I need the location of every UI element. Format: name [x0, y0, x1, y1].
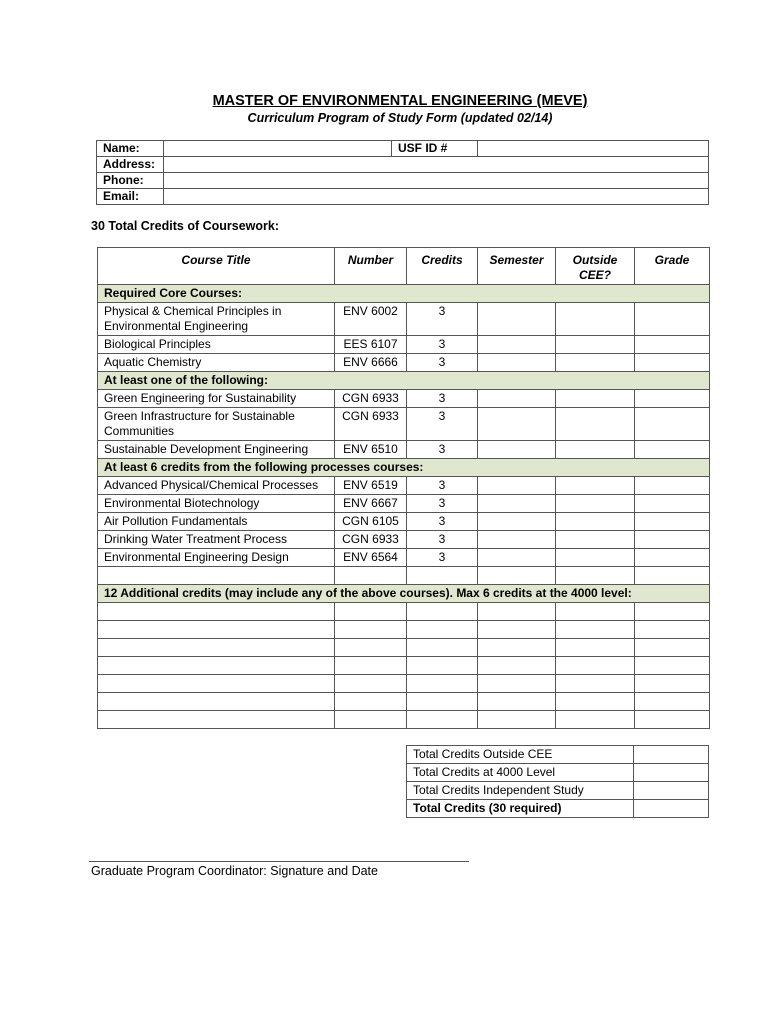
total-outside-cee-label: Total Credits Outside CEE — [407, 746, 634, 764]
outside-cee-field[interactable] — [556, 390, 635, 408]
section-header-row — [98, 585, 710, 603]
course-row — [98, 477, 710, 495]
course-credits: 3 — [407, 513, 478, 531]
outside-cee-field[interactable] — [556, 477, 635, 495]
blank-cell[interactable] — [98, 657, 335, 675]
semester-field[interactable] — [478, 354, 556, 372]
total-credits-label: Total Credits (30 required) — [407, 800, 634, 818]
grade-field[interactable] — [635, 441, 710, 459]
blank-cell[interactable] — [407, 675, 478, 693]
section-title: 12 Additional credits (may include any of the above courses). Max 6 credits at the 4000 level: — [98, 585, 710, 603]
semester-field[interactable] — [478, 336, 556, 354]
course-row — [98, 336, 710, 354]
outside-cee-field[interactable] — [556, 531, 635, 549]
name-field[interactable] — [164, 141, 392, 157]
blank-cell[interactable] — [635, 693, 710, 711]
blank-cell[interactable] — [478, 693, 556, 711]
phone-field[interactable] — [164, 173, 709, 189]
blank-cell[interactable] — [407, 603, 478, 621]
course-title: Drinking Water Treatment Process — [98, 531, 335, 549]
course-title: Sustainable Development Engineering — [98, 441, 335, 459]
total-independent-study-label: Total Credits Independent Study — [407, 782, 634, 800]
blank-cell[interactable] — [635, 639, 710, 657]
course-title: Air Pollution Fundamentals — [98, 513, 335, 531]
blank-cell[interactable] — [407, 693, 478, 711]
blank-cell[interactable] — [635, 675, 710, 693]
section-header-row — [98, 372, 710, 390]
semester-field[interactable] — [478, 441, 556, 459]
course-row — [98, 531, 710, 549]
column-header: Credits — [407, 248, 478, 285]
course-title: Green Engineering for Sustainability — [98, 390, 335, 408]
coursework-heading: 30 Total Credits of Coursework: — [91, 219, 279, 233]
grade-field[interactable] — [635, 513, 710, 531]
blank-cell[interactable] — [335, 657, 407, 675]
additional-course-row — [98, 657, 710, 675]
blank-cell[interactable] — [556, 621, 635, 639]
blank-cell[interactable] — [635, 621, 710, 639]
course-row — [98, 441, 710, 459]
semester-field[interactable] — [478, 408, 556, 441]
semester-field[interactable] — [478, 495, 556, 513]
blank-cell[interactable] — [335, 621, 407, 639]
blank-cell[interactable] — [335, 711, 407, 729]
blank-cell[interactable] — [98, 711, 335, 729]
outside-cee-field[interactable] — [556, 513, 635, 531]
blank-cell[interactable] — [407, 639, 478, 657]
course-title: Environmental Engineering Design — [98, 549, 335, 567]
semester-field[interactable] — [478, 477, 556, 495]
course-number: ENV 6002 — [335, 303, 407, 336]
grade-field[interactable] — [635, 495, 710, 513]
course-number: ENV 6510 — [335, 441, 407, 459]
additional-course-row — [98, 675, 710, 693]
additional-course-row — [98, 639, 710, 657]
totals-table — [406, 745, 709, 818]
student-info-table — [96, 140, 709, 205]
semester-field[interactable] — [478, 303, 556, 336]
blank-cell[interactable] — [335, 675, 407, 693]
section-title: Required Core Courses: — [98, 285, 710, 303]
column-header: Number — [335, 248, 407, 285]
blank-cell[interactable] — [478, 639, 556, 657]
blank-cell[interactable] — [556, 603, 635, 621]
course-number: CGN 6933 — [335, 408, 407, 441]
course-title: Aquatic Chemistry — [98, 354, 335, 372]
grade-field[interactable] — [635, 336, 710, 354]
usf-id-field[interactable] — [478, 141, 709, 157]
outside-cee-field[interactable] — [556, 408, 635, 441]
grade-field[interactable] — [635, 408, 710, 441]
phone-label: Phone: — [97, 173, 164, 189]
blank-cell[interactable] — [98, 603, 335, 621]
grade-field[interactable] — [635, 303, 710, 336]
signature-label: Graduate Program Coordinator: Signature and Date — [91, 864, 378, 878]
outside-cee-field[interactable] — [556, 441, 635, 459]
email-label: Email: — [97, 189, 164, 205]
course-number: ENV 6666 — [335, 354, 407, 372]
section-header-row — [98, 459, 710, 477]
blank-cell[interactable] — [98, 621, 335, 639]
section-title: At least one of the following: — [98, 372, 710, 390]
blank-cell[interactable] — [556, 657, 635, 675]
course-title: Green Infrastructure for Sustainable Communities — [98, 408, 335, 441]
additional-course-row — [98, 621, 710, 639]
course-credits: 3 — [407, 531, 478, 549]
total-credits-field[interactable] — [634, 800, 709, 818]
blank-cell[interactable] — [335, 567, 407, 585]
course-table — [97, 247, 710, 729]
outside-cee-field[interactable] — [556, 549, 635, 567]
course-credits: 3 — [407, 549, 478, 567]
course-row — [98, 549, 710, 567]
grade-field[interactable] — [635, 354, 710, 372]
blank-cell[interactable] — [335, 603, 407, 621]
blank-cell[interactable] — [98, 693, 335, 711]
usf-id-label: USF ID # — [392, 141, 478, 157]
course-credits: 3 — [407, 495, 478, 513]
email-field[interactable] — [164, 189, 709, 205]
outside-cee-field[interactable] — [556, 336, 635, 354]
grade-field[interactable] — [635, 390, 710, 408]
semester-field[interactable] — [478, 513, 556, 531]
blank-cell[interactable] — [556, 693, 635, 711]
signature-line[interactable] — [89, 861, 469, 862]
course-row — [98, 495, 710, 513]
blank-cell[interactable] — [635, 657, 710, 675]
blank-cell[interactable] — [98, 675, 335, 693]
form-title: MASTER OF ENVIRONMENTAL ENGINEERING (MEVE) — [212, 93, 588, 109]
column-header: Semester — [478, 248, 556, 285]
blank-cell[interactable] — [556, 711, 635, 729]
course-row — [98, 408, 710, 441]
blank-cell[interactable] — [478, 657, 556, 675]
course-row — [98, 354, 710, 372]
course-number: ENV 6667 — [335, 495, 407, 513]
course-title: Environmental Biotechnology — [98, 495, 335, 513]
blank-cell[interactable] — [478, 567, 556, 585]
blank-cell[interactable] — [556, 567, 635, 585]
course-row — [98, 390, 710, 408]
grade-field[interactable] — [635, 549, 710, 567]
course-title: Physical & Chemical Principles in Environmental Engineering — [98, 303, 335, 336]
course-number: CGN 6105 — [335, 513, 407, 531]
course-number: EES 6107 — [335, 336, 407, 354]
semester-field[interactable] — [478, 549, 556, 567]
address-label: Address: — [97, 157, 164, 173]
course-title: Advanced Physical/Chemical Processes — [98, 477, 335, 495]
blank-cell[interactable] — [335, 693, 407, 711]
blank-cell[interactable] — [98, 639, 335, 657]
course-credits: 3 — [407, 354, 478, 372]
semester-field[interactable] — [478, 390, 556, 408]
total-4000-level-label: Total Credits at 4000 Level — [407, 764, 634, 782]
course-number: ENV 6564 — [335, 549, 407, 567]
form-subtitle: Curriculum Program of Study Form (updated 02/14) — [247, 111, 553, 125]
address-field[interactable] — [164, 157, 709, 173]
course-credits: 3 — [407, 390, 478, 408]
section-title: At least 6 credits from the following processes courses: — [98, 459, 710, 477]
blank-cell[interactable] — [478, 675, 556, 693]
course-credits: 3 — [407, 441, 478, 459]
section-header-row — [98, 285, 710, 303]
course-credits: 3 — [407, 408, 478, 441]
blank-cell[interactable] — [635, 603, 710, 621]
blank-cell[interactable] — [407, 657, 478, 675]
blank-cell[interactable] — [478, 621, 556, 639]
blank-cell[interactable] — [407, 621, 478, 639]
course-number: CGN 6933 — [335, 390, 407, 408]
course-row — [98, 513, 710, 531]
grade-field[interactable] — [635, 531, 710, 549]
blank-cell[interactable] — [407, 711, 478, 729]
blank-cell[interactable] — [478, 603, 556, 621]
blank-cell[interactable] — [478, 711, 556, 729]
additional-course-row — [98, 711, 710, 729]
outside-cee-field[interactable] — [556, 495, 635, 513]
course-credits: 3 — [407, 303, 478, 336]
blank-cell[interactable] — [335, 639, 407, 657]
course-number: CGN 6933 — [335, 531, 407, 549]
blank-cell[interactable] — [556, 675, 635, 693]
semester-field[interactable] — [478, 531, 556, 549]
blank-cell[interactable] — [635, 711, 710, 729]
additional-course-row — [98, 603, 710, 621]
blank-cell[interactable] — [635, 567, 710, 585]
blank-cell[interactable] — [556, 639, 635, 657]
total-4000-level-field[interactable] — [634, 764, 709, 782]
column-header: Course Title — [98, 248, 335, 285]
additional-course-row — [98, 693, 710, 711]
course-number: ENV 6519 — [335, 477, 407, 495]
grade-field[interactable] — [635, 477, 710, 495]
blank-cell[interactable] — [407, 567, 478, 585]
course-credits: 3 — [407, 336, 478, 354]
table-header-row — [98, 248, 710, 285]
column-header: Outside CEE? — [556, 248, 635, 285]
total-outside-cee-field[interactable] — [634, 746, 709, 764]
blank-row — [98, 567, 710, 585]
outside-cee-field[interactable] — [556, 354, 635, 372]
course-credits: 3 — [407, 477, 478, 495]
column-header: Grade — [635, 248, 710, 285]
blank-cell[interactable] — [98, 567, 335, 585]
course-title: Biological Principles — [98, 336, 335, 354]
outside-cee-field[interactable] — [556, 303, 635, 336]
course-row — [98, 303, 710, 336]
total-independent-study-field[interactable] — [634, 782, 709, 800]
name-label: Name: — [97, 141, 164, 157]
